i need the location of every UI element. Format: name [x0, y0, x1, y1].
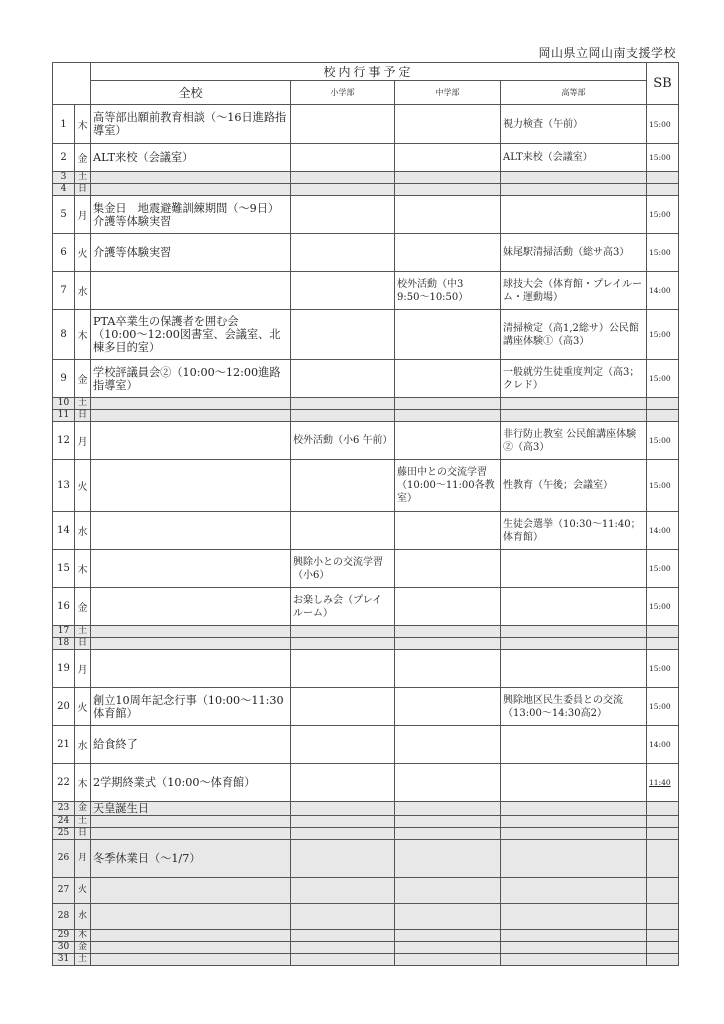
calendar-row	[53, 144, 679, 172]
event-junior-high	[395, 234, 501, 272]
event-all-school	[91, 626, 291, 638]
sb-time: 11:40	[647, 764, 679, 802]
event-all-school	[91, 650, 291, 688]
event-elementary	[291, 816, 395, 828]
sb-time: 15:00	[647, 650, 679, 688]
event-all-school	[91, 878, 291, 904]
calendar-row	[53, 360, 679, 398]
day-of-week: 水	[75, 904, 91, 930]
day-number: 8	[53, 310, 75, 360]
sb-time	[647, 410, 679, 422]
event-high-school	[501, 930, 647, 942]
day-number: 18	[53, 638, 75, 650]
event-high-school: 性教育（午後；会議室）	[501, 460, 647, 512]
sb-time	[647, 184, 679, 196]
calendar-row	[53, 398, 679, 410]
event-all-school	[91, 904, 291, 930]
day-of-week: 火	[75, 878, 91, 904]
day-number: 22	[53, 764, 75, 802]
event-elementary: 校外活動（小6 午前）	[291, 422, 395, 460]
event-elementary	[291, 272, 395, 310]
event-all-school: PTA卒業生の保護者を囲む会（10:00〜12:00図書室、会議室、北棟多目的室）	[91, 310, 291, 360]
event-junior-high	[395, 726, 501, 764]
day-number: 11	[53, 410, 75, 422]
event-all-school	[91, 816, 291, 828]
day-of-week: 木	[75, 930, 91, 942]
event-junior-high	[395, 688, 501, 726]
day-number: 30	[53, 942, 75, 954]
event-all-school: 介護等体験実習	[91, 234, 291, 272]
sb-time	[647, 942, 679, 954]
day-number: 4	[53, 184, 75, 196]
event-high-school	[501, 626, 647, 638]
event-all-school	[91, 184, 291, 196]
event-high-school	[501, 650, 647, 688]
calendar-row	[53, 726, 679, 764]
calendar-row	[53, 234, 679, 272]
event-high-school	[501, 588, 647, 626]
day-of-week: 火	[75, 234, 91, 272]
event-high-school: ALT来校（会議室）	[501, 144, 647, 172]
event-junior-high	[395, 310, 501, 360]
sb-time: 14:00	[647, 726, 679, 764]
day-of-week: 日	[75, 184, 91, 196]
event-high-school	[501, 638, 647, 650]
event-all-school	[91, 172, 291, 184]
event-high-school: 清掃検定（高1,2総サ）公民館講座体験①（高3）	[501, 310, 647, 360]
sb-time	[647, 172, 679, 184]
event-junior-high	[395, 144, 501, 172]
sb-time	[647, 930, 679, 942]
day-number: 5	[53, 196, 75, 234]
event-all-school: 高等部出願前教育相談（〜16日進路指導室）	[91, 105, 291, 144]
event-elementary	[291, 688, 395, 726]
event-elementary	[291, 764, 395, 802]
event-high-school	[501, 196, 647, 234]
event-elementary	[291, 942, 395, 954]
event-junior-high	[395, 828, 501, 840]
day-number: 19	[53, 650, 75, 688]
day-of-week: 日	[75, 828, 91, 840]
sb-time	[647, 638, 679, 650]
day-number: 15	[53, 550, 75, 588]
calendar-row	[53, 878, 679, 904]
calendar-row	[53, 512, 679, 550]
day-of-week: 金	[75, 942, 91, 954]
event-calendar-table	[52, 62, 679, 966]
header-high-school: 高等部	[501, 81, 647, 105]
event-all-school	[91, 460, 291, 512]
event-elementary	[291, 410, 395, 422]
calendar-row	[53, 105, 679, 144]
event-elementary	[291, 726, 395, 764]
event-high-school: 球技大会（体育館・プレイルーム・運動場）	[501, 272, 647, 310]
event-all-school: 学校評議員会②（10:00〜12:00進路指導室）	[91, 360, 291, 398]
event-elementary	[291, 878, 395, 904]
header-title: 校内行事予定	[91, 63, 647, 81]
event-junior-high	[395, 410, 501, 422]
event-high-school	[501, 726, 647, 764]
event-elementary	[291, 196, 395, 234]
calendar-row	[53, 954, 679, 966]
event-high-school	[501, 802, 647, 816]
header-junior-high: 中学部	[395, 81, 501, 105]
day-number: 16	[53, 588, 75, 626]
calendar-row	[53, 626, 679, 638]
event-elementary	[291, 398, 395, 410]
day-of-week: 土	[75, 954, 91, 966]
event-elementary	[291, 234, 395, 272]
event-high-school	[501, 942, 647, 954]
event-elementary	[291, 626, 395, 638]
event-all-school	[91, 512, 291, 550]
event-elementary	[291, 105, 395, 144]
sb-time: 15:00	[647, 144, 679, 172]
event-all-school	[91, 942, 291, 954]
event-junior-high	[395, 840, 501, 878]
event-high-school: 非行防止教室 公民館講座体験②（高3）	[501, 422, 647, 460]
event-high-school	[501, 954, 647, 966]
sb-time	[647, 626, 679, 638]
calendar-row	[53, 172, 679, 184]
day-number: 1	[53, 105, 75, 144]
calendar-row	[53, 184, 679, 196]
day-of-week: 月	[75, 196, 91, 234]
event-all-school	[91, 398, 291, 410]
event-junior-high	[395, 930, 501, 942]
event-junior-high	[395, 802, 501, 816]
sb-time	[647, 816, 679, 828]
sb-time: 15:00	[647, 588, 679, 626]
event-high-school	[501, 550, 647, 588]
event-high-school	[501, 410, 647, 422]
day-number: 7	[53, 272, 75, 310]
event-high-school: 視力検査（午前）	[501, 105, 647, 144]
calendar-row	[53, 410, 679, 422]
event-elementary	[291, 460, 395, 512]
sb-time	[647, 802, 679, 816]
event-all-school: 集金日 地震避難訓練期間（〜9日）介護等体験実習	[91, 196, 291, 234]
day-number: 10	[53, 398, 75, 410]
event-high-school	[501, 816, 647, 828]
day-of-week: 木	[75, 550, 91, 588]
event-all-school: 創立10周年記念行事（10:00〜11:30体育館）	[91, 688, 291, 726]
calendar-row	[53, 802, 679, 816]
event-junior-high	[395, 942, 501, 954]
event-all-school	[91, 550, 291, 588]
event-elementary	[291, 904, 395, 930]
calendar-row	[53, 904, 679, 930]
event-elementary	[291, 828, 395, 840]
day-number: 29	[53, 930, 75, 942]
day-of-week: 木	[75, 105, 91, 144]
day-of-week: 日	[75, 638, 91, 650]
calendar-row	[53, 828, 679, 840]
day-of-week: 月	[75, 840, 91, 878]
event-junior-high	[395, 105, 501, 144]
day-of-week: 金	[75, 360, 91, 398]
event-junior-high	[395, 904, 501, 930]
event-all-school	[91, 272, 291, 310]
calendar-row	[53, 942, 679, 954]
calendar-body	[53, 105, 679, 966]
day-number: 31	[53, 954, 75, 966]
day-of-week: 土	[75, 626, 91, 638]
event-junior-high	[395, 650, 501, 688]
event-junior-high: 藤田中との交流学習（10:00〜11:00各教室）	[395, 460, 501, 512]
school-name: 岡山県立岡山南支援学校	[538, 46, 676, 60]
event-high-school: 興除地区民生委員との交流（13:00〜14:30高2）	[501, 688, 647, 726]
event-all-school: 2学期終業式（10:00〜体育館）	[91, 764, 291, 802]
event-high-school: 生徒会選挙（10:30〜11:40；体育館）	[501, 512, 647, 550]
sb-time: 15:00	[647, 360, 679, 398]
day-of-week: 水	[75, 512, 91, 550]
day-of-week: 月	[75, 422, 91, 460]
day-number: 17	[53, 626, 75, 638]
event-junior-high	[395, 512, 501, 550]
day-of-week: 土	[75, 816, 91, 828]
day-of-week: 金	[75, 802, 91, 816]
corner-cell	[53, 63, 91, 105]
event-junior-high	[395, 954, 501, 966]
event-junior-high	[395, 764, 501, 802]
day-of-week: 木	[75, 310, 91, 360]
calendar-row	[53, 272, 679, 310]
event-high-school: 一般就労生徒重度判定（高3；クレド）	[501, 360, 647, 398]
event-junior-high	[395, 638, 501, 650]
sb-time: 15:00	[647, 234, 679, 272]
sb-time: 15:00	[647, 688, 679, 726]
calendar-row	[53, 460, 679, 512]
day-number: 3	[53, 172, 75, 184]
event-junior-high	[395, 878, 501, 904]
day-of-week: 月	[75, 650, 91, 688]
event-high-school: 妹尾駅清掃活動（総サ高3）	[501, 234, 647, 272]
header-all-school: 全校	[91, 81, 291, 105]
calendar-row	[53, 550, 679, 588]
event-junior-high	[395, 550, 501, 588]
day-number: 28	[53, 904, 75, 930]
calendar-row	[53, 588, 679, 626]
sb-time: 14:00	[647, 512, 679, 550]
event-elementary	[291, 184, 395, 196]
calendar-row	[53, 196, 679, 234]
sb-time	[647, 828, 679, 840]
event-junior-high	[395, 816, 501, 828]
event-junior-high: 校外活動（中3 9:50〜10:50）	[395, 272, 501, 310]
day-of-week: 木	[75, 764, 91, 802]
event-all-school	[91, 638, 291, 650]
event-all-school: 天皇誕生日	[91, 802, 291, 816]
event-junior-high	[395, 360, 501, 398]
event-all-school	[91, 930, 291, 942]
calendar-row	[53, 688, 679, 726]
calendar-row	[53, 930, 679, 942]
event-all-school	[91, 954, 291, 966]
sb-time: 15:00	[647, 550, 679, 588]
day-of-week: 火	[75, 460, 91, 512]
day-of-week: 金	[75, 144, 91, 172]
event-high-school	[501, 764, 647, 802]
day-of-week: 土	[75, 172, 91, 184]
day-number: 27	[53, 878, 75, 904]
day-number: 13	[53, 460, 75, 512]
event-high-school	[501, 184, 647, 196]
event-elementary	[291, 840, 395, 878]
event-elementary: 興除小との交流学習（小6）	[291, 550, 395, 588]
event-high-school	[501, 398, 647, 410]
sb-time: 15:00	[647, 196, 679, 234]
event-junior-high	[395, 184, 501, 196]
event-all-school	[91, 422, 291, 460]
event-elementary	[291, 360, 395, 398]
day-number: 9	[53, 360, 75, 398]
event-junior-high	[395, 626, 501, 638]
event-elementary	[291, 172, 395, 184]
day-number: 24	[53, 816, 75, 828]
event-elementary	[291, 638, 395, 650]
day-of-week: 水	[75, 726, 91, 764]
event-junior-high	[395, 172, 501, 184]
event-all-school	[91, 410, 291, 422]
day-of-week: 水	[75, 272, 91, 310]
event-elementary: お楽しみ会（プレイルーム）	[291, 588, 395, 626]
event-all-school	[91, 588, 291, 626]
event-junior-high	[395, 422, 501, 460]
day-number: 12	[53, 422, 75, 460]
day-number: 25	[53, 828, 75, 840]
day-number: 23	[53, 802, 75, 816]
sb-time: 15:00	[647, 422, 679, 460]
sb-time	[647, 840, 679, 878]
day-of-week: 火	[75, 688, 91, 726]
calendar-row	[53, 650, 679, 688]
header-sb: SB	[647, 63, 679, 105]
sb-time: 14:00	[647, 272, 679, 310]
event-elementary	[291, 144, 395, 172]
event-high-school	[501, 172, 647, 184]
calendar-row	[53, 310, 679, 360]
day-number: 21	[53, 726, 75, 764]
calendar-row	[53, 764, 679, 802]
day-of-week: 土	[75, 398, 91, 410]
day-of-week: 金	[75, 588, 91, 626]
event-junior-high	[395, 398, 501, 410]
sb-time	[647, 398, 679, 410]
sb-time	[647, 954, 679, 966]
event-junior-high	[395, 588, 501, 626]
event-high-school	[501, 878, 647, 904]
day-number: 6	[53, 234, 75, 272]
event-high-school	[501, 828, 647, 840]
event-high-school	[501, 904, 647, 930]
event-elementary	[291, 650, 395, 688]
calendar-row	[53, 638, 679, 650]
event-high-school	[501, 840, 647, 878]
sb-time	[647, 904, 679, 930]
event-elementary	[291, 512, 395, 550]
event-elementary	[291, 310, 395, 360]
event-all-school: 給食終了	[91, 726, 291, 764]
event-all-school: 冬季休業日（〜1/7）	[91, 840, 291, 878]
sb-time: 15:00	[647, 460, 679, 512]
calendar-row	[53, 422, 679, 460]
calendar-row	[53, 816, 679, 828]
sb-time: 15:00	[647, 310, 679, 360]
event-junior-high	[395, 196, 501, 234]
day-number: 20	[53, 688, 75, 726]
event-elementary	[291, 930, 395, 942]
sb-time: 15:00	[647, 105, 679, 144]
event-all-school	[91, 828, 291, 840]
day-of-week: 日	[75, 410, 91, 422]
header-elementary: 小学部	[291, 81, 395, 105]
calendar-row	[53, 840, 679, 878]
event-elementary	[291, 802, 395, 816]
day-number: 2	[53, 144, 75, 172]
day-number: 14	[53, 512, 75, 550]
event-all-school: ALT来校（会議室）	[91, 144, 291, 172]
event-elementary	[291, 954, 395, 966]
day-number: 26	[53, 840, 75, 878]
sb-time	[647, 878, 679, 904]
